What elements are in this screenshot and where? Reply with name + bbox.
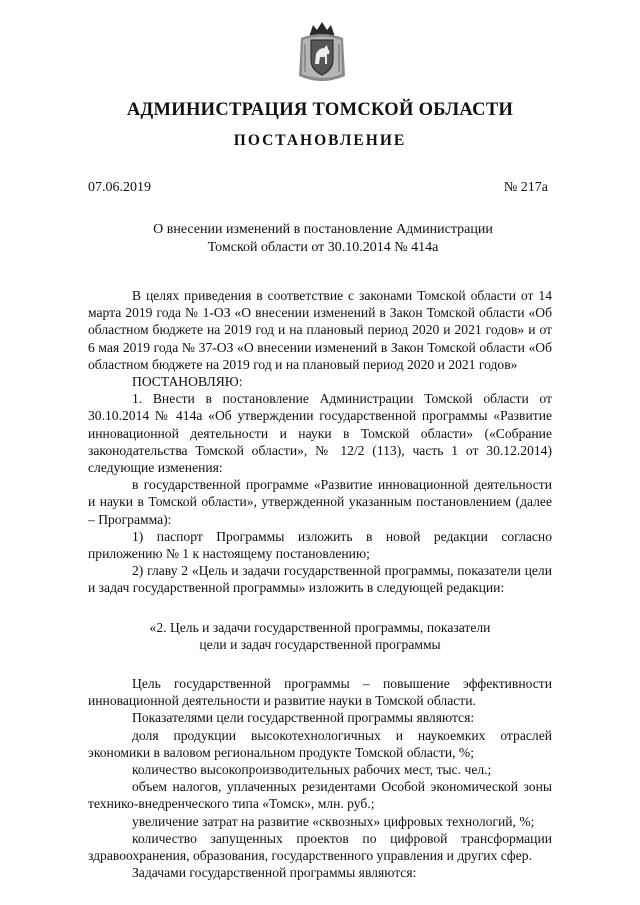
- resolve-line: ПОСТАНОВЛЯЮ:: [132, 374, 243, 390]
- document-date: 07.06.2019: [88, 180, 151, 195]
- subitem-1-line: 1) паспорт Программы изложить в новой редакции согласно: [132, 528, 552, 544]
- indicators-intro: Показателями цели государственной программы являются:: [132, 710, 475, 726]
- subitem-2-paragraph: 2) главу 2 «Цель и задачи государственной программы, показатели цели и задач государственной программы» изложить в следующей редакции:: [88, 563, 552, 596]
- goal-paragraph: Цель государственной программы – повышение эффективности инновационной деятельности и развитие науки в Томской области.: [88, 676, 552, 709]
- document-number: № 217а: [503, 180, 548, 195]
- indicator-item: объем налогов, уплаченных резидентами Особой экономической зоны технико-внедренческого типа «Томск», млн. руб.;: [88, 779, 552, 812]
- indicator-item: количество высокопроизводительных рабочих мест, тыс. чел.;: [132, 762, 492, 778]
- indicator-item: доля продукции высокотехнологичных и наукоемких отраслей экономики в валовом региональном продукте Томской области, %;: [88, 727, 552, 760]
- section-heading: «2. Цель и задачи государственной программы, показатели: [149, 619, 491, 635]
- document-body: [88, 287, 552, 882]
- indicator-item: количество запущенных проектов по цифровой трансформации здравоохранения, образования, государственного управления и других сфер.: [88, 830, 552, 864]
- document-title: [88, 221, 558, 257]
- preamble-paragraph: В целях приведения в соответствие с законами Томской области от 14 марта 2019 года № 1-ОЗ «О внесении изменений в Закон Томской области «Об областном бюджете на 2019 год и на плановый период 2020 и 2021 годов» и от 6 мая 2019 года № 37-ОЗ «О внесении изменений в Закон Томской области «Об областном бюджете на 2019 год и на плановый период 2020 и 2021 годов»: [88, 288, 552, 372]
- document-title-line: Томской области от 30.10.2014 № 414а: [207, 240, 439, 255]
- document-title-line: О внесении изменений в постановление Администрации: [153, 222, 493, 237]
- tasks-intro: Задачами государственной программы являются:: [132, 865, 417, 881]
- organization-heading: АДМИНИСТРАЦИЯ ТОМСКОЙ ОБЛАСТИ: [126, 100, 514, 120]
- section-heading: цели и задач государственной программы: [199, 636, 441, 652]
- document-type-heading: ПОСТАНОВЛЕНИЕ: [233, 132, 407, 149]
- item-1-paragraph: 1. Внести в постановление Администрации Томской области от 30.10.2014 № 414а «Об утверждении государственной программы «Развитие инновационной деятельности и науки в Томской области» («Собрание законодательства Томской области», № 12/2 (113), часть 1 от 30.12.2014) следующие изменения:: [88, 391, 552, 476]
- item-1-intro-paragraph: в государственной программе «Развитие инновационной деятельности и науки в Томской области», утвержденной указанным постановлением (далее – Программа):: [88, 477, 552, 527]
- indicator-item: увеличение затрат на развитие «сквозных» цифровых технологий, %;: [132, 813, 535, 829]
- coat-of-arms-emblem: [297, 20, 347, 86]
- subitem-1-line: приложению № 1 к настоящему постановлению;: [88, 546, 370, 562]
